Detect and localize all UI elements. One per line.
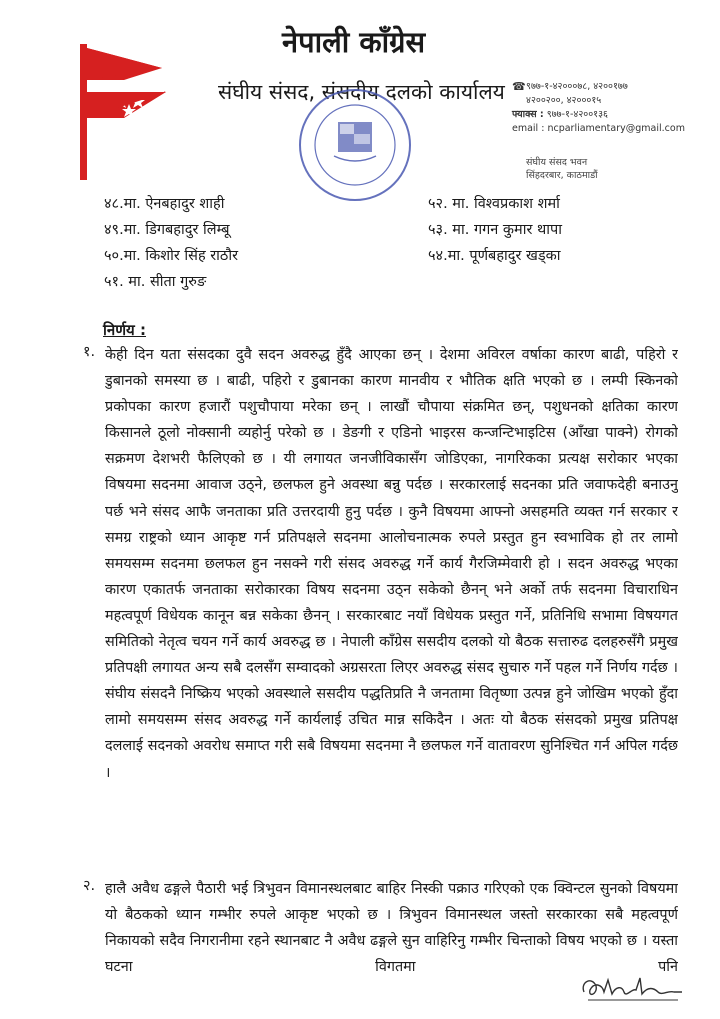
phone-icon: ☎ <box>512 80 526 93</box>
member-item: ४९.मा. डिगबहादुर लिम्बू <box>104 222 230 238</box>
party-flag-logo <box>66 40 176 180</box>
phone-row <box>512 80 712 94</box>
phone-numbers-1: ९७७-१-४२०००७८, ४२००१७७ <box>526 81 628 92</box>
fax-label: फ्याक्स : <box>512 109 544 120</box>
member-list-left <box>104 191 238 295</box>
office-name: संघीय संसद, संसदीय दलको कार्यालय <box>218 80 505 104</box>
contact-info <box>512 80 712 136</box>
fax-row <box>512 108 712 122</box>
phone-numbers-2: ४२००२००, ४२०००१५ <box>526 95 602 106</box>
fax-number: ९७७-१-४२००१३६ <box>546 109 608 120</box>
decision-item-number: १. <box>83 344 96 360</box>
decision-item-text: हालै अवैध ढङ्गले पैठारी भई त्रिभुवन विमानस्थलबाट बाहिर निस्की पक्राउ गरिएको एक क्विन्टल सुनको विषयमा यो बैठकको ध्यान गम्भीर रुपले आकृष्ट भएको छ । त्रिभुवन विमानस्थल जस्तो सरकारका सबै महत्वपूर्ण निकायको सदैव निगरानीमा रहने स्थानबाट नै अवैध ढङ्गले सुन वाहिरिनु गम्भीर चिन्ताको विषय भएको छ । यस्ता घटना विगतमा पनि <box>105 881 678 976</box>
address-line-1: संघीय संसद भवन <box>526 157 588 168</box>
member-item: ५४.मा. पूर्णबहादुर खड्का <box>428 248 561 264</box>
email-address[interactable]: ncparliamentary@gmail.com <box>547 123 685 134</box>
phone-row-2 <box>512 94 712 108</box>
member-item: ५३. मा. गगन कुमार थापा <box>428 222 563 238</box>
member-item: ५२. मा. विश्वप्रकाश शर्मा <box>428 196 560 212</box>
member-list-right <box>428 191 562 269</box>
decision-item-number: २. <box>83 878 96 894</box>
email-row <box>512 122 712 136</box>
office-seal-stamp <box>296 86 414 204</box>
handwritten-signature <box>578 968 688 1008</box>
member-item: ४८.मा. ऐनबहादुर शाही <box>104 196 225 212</box>
member-item: ५१. मा. सीता गुरुङ <box>104 274 207 290</box>
decision-item-text: केही दिन यता संसदका दुवै सदन अवरुद्ध हुँदै आएका छन् । देशमा अविरल वर्षाका कारण बाढी, पहिरो र डुबानको समस्या छ । बाढी, पहिरो र डुबानका कारण मानवीय र भौतिक क्षति भएको छ । लम्पी स्किनको प्रकोपका कारण हजारौं पशुचौपाया मरेका छन् । लाखौं चौपाया संक्रमित छन्, पशुधनको क्षतिका कारण किसानले ठूलो नोक्सानी व्यहोर्नु परेको छ । डेङगी र एडिनो भाइरस कन्जन्टिभाइटिस (आँखा पाक्ने) रोगको सक्रमण देशभरी फैलिएको छ । यी लगायत जनजीविकासँग जोडिएका, नागरिकका प्रत्यक्ष सरोकार भएका विषयमा सदनमा आवाज उठ्ने, छलफल हुने अवस्था बन्नु पर्दछ । सरकारलाई सदनका प्रति जवाफदेही बनाउनु पर्छ भने संसद आफै जनताका प्रति उत्तरदायी हुनु पर्दछ । कुनै विषयमा आफ्नो असहमति व्यक्त गर्न सरकार र समग्र राष्ट्रको ध्यान आकृष्ट गर्न प्रतिपक्षले सदनमा आलोचनात्मक रुपले प्रस्तुत हुन स्वभाविक हो तर लामो समयसम्म सदनमा छलफल हुन नसक्ने गरी संसद अवरुद्ध गर्ने कार्य गैरजिम्मेवारी हो । सदन अवरुद्ध भएका कारण एकातर्फ जनताका सरोकारका विषय सदनमा उठ्न सकेको छैनन् भने अर्को तर्फ सदनमा विचाराधिन महत्वपूर्ण विधेयक कानून बन्न सकेका छैनन् । सरकारबाट नयाँ विधेयक प्रस्तुत गर्ने, प्रतिनिधि सभामा विषयगत समितिको नेतृत्व चयन गर्ने कार्य अवरुद्ध छ । नेपाली काँग्रेस ससदीय दलको यो बैठक सत्तारुढ दलहरुसँगै प्रमुख प्रतिपक्षी लगायत अन्य सबै दलसँग सम्वादको अग्रसरता लिएर अवरुद्ध संसद सुचारु गर्ने पहल गर्ने निर्णय गर्दछ । संघीय संसदनै निष्क्रिय भएको अवस्थाले ससदीय पद्धतिप्रति नै जनतामा वितृष्णा उत्पन्न हुने जोखिम भएको हुँदा लामो समयसम्म संसद अवरुद्ध गर्ने कार्यलाई उचित मान्न सकिदैन । अतः यो बैठक संसदको प्रमुख प्रतिपक्ष दललाई सदनको अवरोध समाप्त गरी सबै विषयमा सदनमा नै छलफल गर्ने वातावरण सुनिश्चित गर्न अपिल गर्दछ । <box>105 347 678 781</box>
address-line-2: सिंहदरबार, काठमाडौं <box>526 170 598 181</box>
office-address <box>526 156 706 182</box>
member-item: ५०.मा. किशोर सिंह राठौर <box>104 248 239 264</box>
party-name: नेपाली काँग्रेस <box>282 25 426 59</box>
email-label: email : <box>512 123 545 134</box>
decision-heading: निर्णय : <box>103 321 146 339</box>
